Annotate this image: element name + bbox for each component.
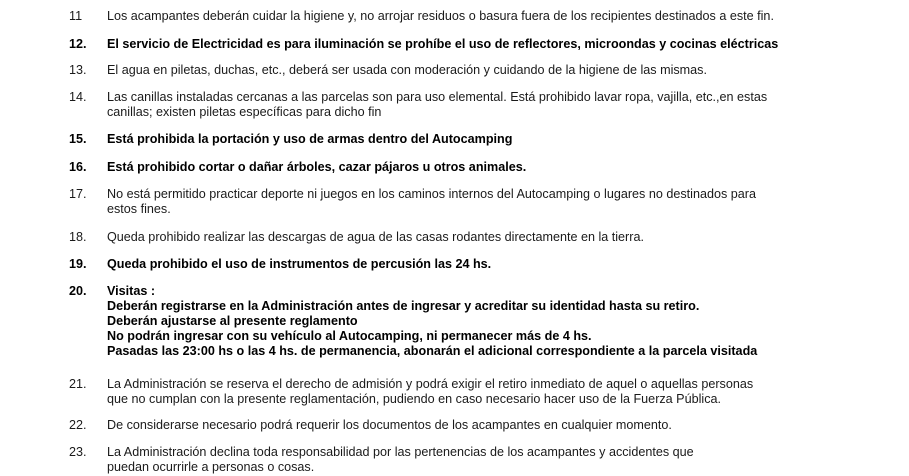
rule-number: 13. — [69, 63, 87, 77]
rule-number: 15. — [69, 132, 87, 146]
rule-text-line: Deberán registrarse en la Administración antes de ingresar y acreditar su identidad hasta su retiro. — [107, 299, 700, 313]
rule-text-line: puedan ocurrirle a personas o cosas. — [107, 460, 315, 474]
rule-text-line: La Administración declina toda responsabilidad por las pertenencias de los acampantes y accidentes que — [107, 445, 694, 459]
rule-number: 17. — [69, 187, 87, 201]
rule-number: 11 — [69, 9, 83, 23]
rule-number: 14. — [69, 90, 87, 104]
rule-number: 20. — [69, 284, 87, 298]
rule-text-line: canillas; existen piletas específicas para dicho fin — [107, 105, 382, 119]
rule-text-line: Las canillas instaladas cercanas a las parcelas son para uso elemental. Está prohibido lavar ropa, vajilla, etc.,en estas — [107, 90, 768, 104]
rule-text-line: La Administración se reserva el derecho de admisión y podrá exigir el retiro inmediato de aquel o aquellas personas — [107, 377, 754, 391]
rule-text-line: No podrán ingresar con su vehículo al Autocamping, ni permanecer más de 4 hs. — [107, 329, 592, 343]
rule-text-line: estos fines. — [107, 202, 171, 216]
rule-text: Queda prohibido el uso de instrumentos de percusión las 24 hs. — [107, 257, 492, 271]
rule-number: 23. — [69, 445, 87, 459]
rule-number: 12. — [69, 37, 87, 51]
rule-text: De considerarse necesario podrá requerir los documentos de los acampantes en cualquier momento. — [107, 418, 672, 432]
rule-text: El agua en piletas, duchas, etc., deberá ser usada con moderación y cuidando de la higiene de las mismas. — [107, 63, 707, 77]
rule-text: Está prohibida la portación y uso de armas dentro del Autocamping — [107, 132, 513, 146]
rule-text: El servicio de Electricidad es para iluminación se prohíbe el uso de reflectores, microondas y cocinas eléctricas — [107, 37, 779, 51]
rule-text: Está prohibido cortar o dañar árboles, cazar pájaros u otros animales. — [107, 160, 527, 174]
rule-number: 18. — [69, 230, 87, 244]
rule-number: 22. — [69, 418, 87, 432]
rule-text-line: Deberán ajustarse al presente reglamento — [107, 314, 358, 328]
rule-heading: Visitas : — [107, 284, 156, 298]
rule-number: 19. — [69, 257, 87, 271]
rule-number: 21. — [69, 377, 87, 391]
rule-text: Los acampantes deberán cuidar la higiene y, no arrojar residuos o basura fuera de los recipientes destinados a este fin. — [107, 9, 774, 23]
rule-text: Queda prohibido realizar las descargas de agua de las casas rodantes directamente en la tierra. — [107, 230, 644, 244]
rule-text-line: No está permitido practicar deporte ni juegos en los caminos internos del Autocamping o lugares no destinados para — [107, 187, 756, 201]
rule-text-line: que no cumplan con la presente reglamentación, pudiendo en caso necesario hacer uso de la Fuerza Pública. — [107, 392, 721, 406]
rule-number: 16. — [69, 160, 87, 174]
rule-text-line: Pasadas las 23:00 hs o las 4 hs. de permanencia, abonarán el adicional correspondiente a la parcela visitada — [107, 344, 758, 358]
